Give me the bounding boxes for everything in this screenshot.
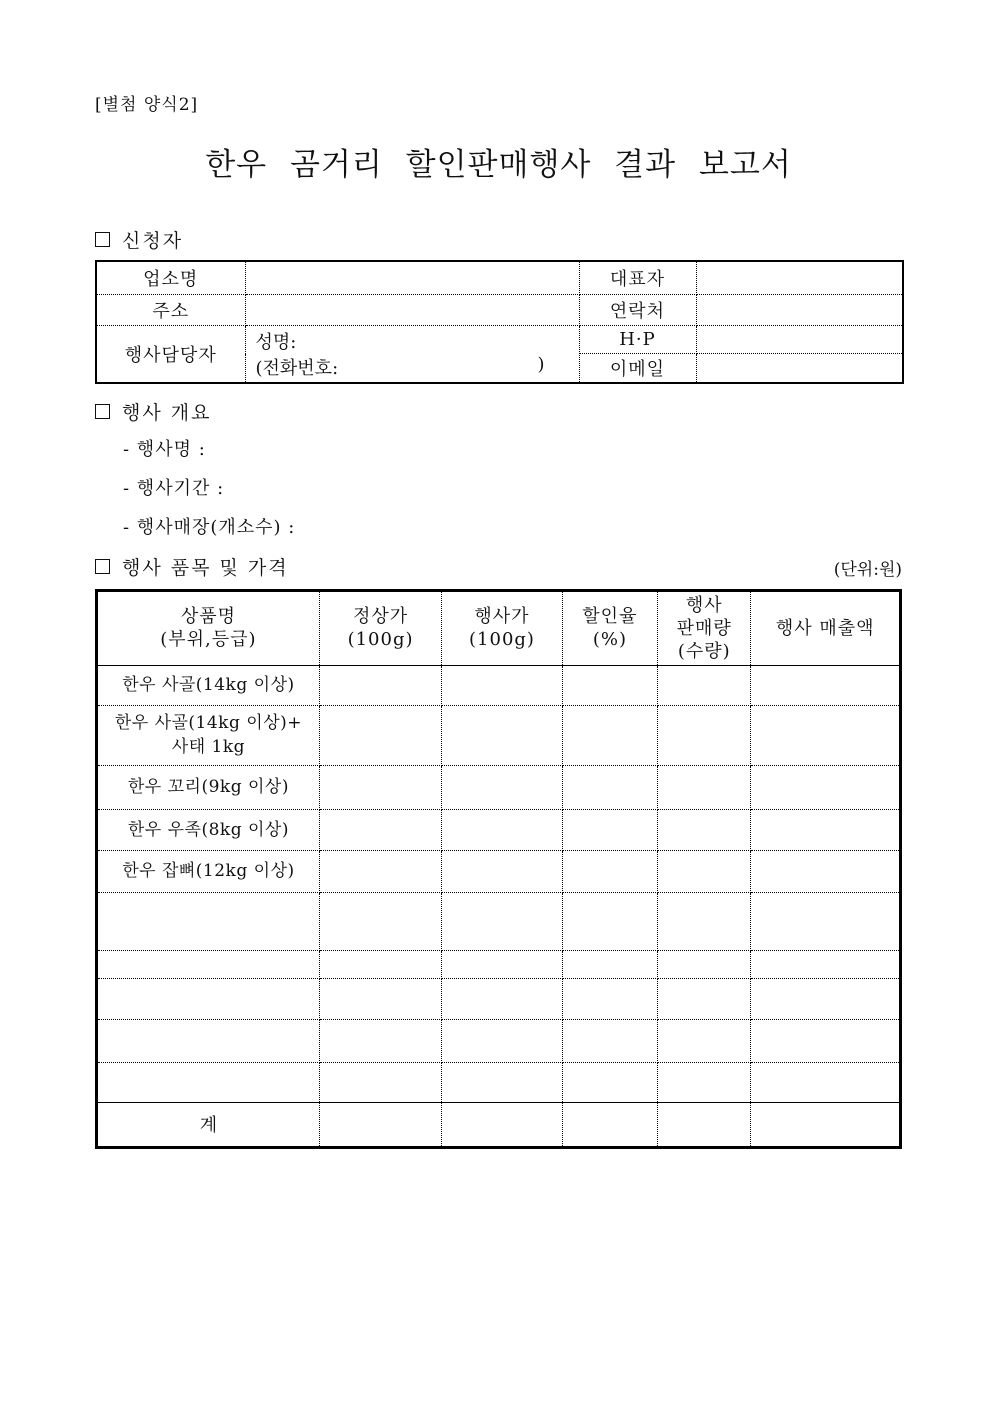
product-name-cell xyxy=(97,1019,320,1062)
sales-volume-cell xyxy=(658,850,751,892)
sales-volume-cell xyxy=(658,950,751,978)
event-price-cell xyxy=(442,892,562,950)
sales-volume-cell xyxy=(658,1019,751,1062)
product-name-cell xyxy=(97,705,320,765)
sales-volume-cell xyxy=(658,1062,751,1102)
sales-amount-cell xyxy=(751,978,901,1019)
header-discount-rate xyxy=(562,590,657,665)
checkbox-icon xyxy=(95,232,110,247)
normal-price-cell xyxy=(319,809,441,850)
event-price-cell xyxy=(442,809,562,850)
table-header-row xyxy=(97,590,901,665)
applicant-table xyxy=(95,260,904,384)
table-row xyxy=(97,765,901,809)
product-name-cell xyxy=(97,892,320,950)
normal-price-cell xyxy=(319,1019,441,1062)
address-label: 주소 xyxy=(96,294,245,325)
table-row xyxy=(97,665,901,705)
header-event-price-line2: (100g) xyxy=(469,629,535,650)
event-price-cell xyxy=(442,1062,562,1102)
sales-volume-cell xyxy=(658,665,751,705)
business-name-label: 업소명 xyxy=(96,261,245,294)
normal-price-cell xyxy=(319,892,441,950)
product-name-cell xyxy=(97,978,320,1019)
sales-amount-cell xyxy=(751,665,901,705)
header-discount-rate-line2: (%) xyxy=(592,629,627,650)
sales-volume-cell xyxy=(658,705,751,765)
sales-amount-cell xyxy=(751,1102,901,1147)
header-event-price xyxy=(442,590,562,665)
items-price-table xyxy=(95,589,902,1149)
header-product-line2: (부위,등급) xyxy=(160,629,257,650)
event-price-cell xyxy=(442,665,562,705)
header-sales-amount-line1: 행사 매출액 xyxy=(775,617,875,639)
page-title: 한우 곰거리 할인판매행사 결과 보고서 xyxy=(205,147,792,183)
applicant-heading-label: 신청자 xyxy=(122,230,184,252)
normal-price-cell xyxy=(319,978,441,1019)
discount-rate-cell xyxy=(562,705,657,765)
normal-price-cell xyxy=(319,1102,441,1147)
list-item: - 행사명 : xyxy=(123,438,206,460)
discount-rate-cell xyxy=(562,950,657,978)
document-page xyxy=(95,0,902,1149)
product-name-cell xyxy=(97,1062,320,1102)
manager-phone-line xyxy=(256,354,571,380)
table-row xyxy=(97,809,901,850)
sales-amount-cell xyxy=(751,850,901,892)
table-row xyxy=(96,325,903,354)
event-price-cell xyxy=(442,1102,562,1147)
product-name-cell: 한우 꼬리(9kg 이상) xyxy=(97,765,320,809)
sales-volume-cell xyxy=(658,765,751,809)
normal-price-cell xyxy=(319,850,441,892)
mobile-label: H·P xyxy=(579,325,696,354)
product-name-line1: 한우 사골(14kg 이상)+ xyxy=(114,713,302,733)
section-heading-overview xyxy=(95,398,902,425)
product-name-cell: 한우 우족(8kg 이상) xyxy=(97,809,320,850)
header-sales-volume-line1: 행사 xyxy=(685,594,723,616)
manager-phone-label: (전화번호: xyxy=(255,357,339,379)
overview-list xyxy=(123,435,902,539)
sales-volume-cell xyxy=(658,978,751,1019)
mobile-field xyxy=(696,325,903,354)
sales-amount-cell xyxy=(751,765,901,809)
manager-phone-close: ) xyxy=(537,353,545,375)
sales-amount-cell xyxy=(751,1062,901,1102)
header-normal-price-line2: (100g) xyxy=(347,629,414,650)
table-row-empty xyxy=(97,950,901,978)
sales-volume-cell xyxy=(658,892,751,950)
event-price-cell xyxy=(442,765,562,809)
manager-name-label: 성명: xyxy=(255,331,297,353)
sales-amount-cell xyxy=(751,950,901,978)
table-row xyxy=(96,261,903,294)
event-manager-field xyxy=(245,325,579,383)
discount-rate-cell xyxy=(562,1062,657,1102)
normal-price-cell xyxy=(319,665,441,705)
discount-rate-cell xyxy=(562,850,657,892)
event-manager-label: 행사담당자 xyxy=(96,325,245,383)
product-name-cell: 한우 사골(14kg 이상) xyxy=(97,665,320,705)
discount-rate-cell xyxy=(562,765,657,809)
address-field xyxy=(245,294,579,325)
section-heading-applicant xyxy=(95,226,902,253)
event-price-cell xyxy=(442,705,562,765)
normal-price-cell xyxy=(319,765,441,809)
sales-amount-cell xyxy=(751,892,901,950)
table-row-empty xyxy=(97,978,901,1019)
sales-amount-cell xyxy=(751,1019,901,1062)
contact-field xyxy=(696,294,903,325)
product-name-line2: 사태 1kg xyxy=(171,737,246,757)
header-sales-volume-line2: 판매량 xyxy=(676,617,732,639)
business-name-field xyxy=(245,261,579,294)
table-row xyxy=(96,294,903,325)
discount-rate-cell xyxy=(562,1019,657,1062)
attachment-note: [별첨 양식2] xyxy=(95,95,199,115)
table-row-empty xyxy=(97,1062,901,1102)
sales-volume-cell xyxy=(658,1102,751,1147)
unit-note: (단위:원) xyxy=(833,559,902,580)
representative-field xyxy=(696,261,903,294)
items-heading-label: 행사 품목 및 가격 xyxy=(122,556,289,579)
total-label-cell: 계 xyxy=(97,1102,320,1147)
section-heading-items-row xyxy=(95,553,902,580)
header-discount-rate-line1: 할인율 xyxy=(582,606,638,627)
overview-heading-label: 행사 개요 xyxy=(122,401,212,424)
event-price-cell xyxy=(442,1019,562,1062)
discount-rate-cell xyxy=(562,809,657,850)
header-sales-volume-line3: (수량) xyxy=(677,640,731,662)
contact-label: 연락처 xyxy=(579,294,696,325)
table-row xyxy=(97,705,901,765)
product-name-cell: 한우 잡뼈(12kg 이상) xyxy=(97,850,320,892)
representative-label: 대표자 xyxy=(579,261,696,294)
checkbox-icon xyxy=(95,404,110,419)
list-item: - 행사매장(개소수) : xyxy=(123,516,296,538)
table-total-row xyxy=(97,1102,901,1147)
event-price-cell xyxy=(442,978,562,1019)
email-label: 이메일 xyxy=(579,354,696,383)
table-row-empty xyxy=(97,892,901,950)
header-normal-price xyxy=(319,590,441,665)
discount-rate-cell xyxy=(562,1102,657,1147)
email-field xyxy=(696,354,903,383)
table-row-empty xyxy=(97,1019,901,1062)
discount-rate-cell xyxy=(562,665,657,705)
event-price-cell xyxy=(442,850,562,892)
table-row xyxy=(97,850,901,892)
normal-price-cell xyxy=(319,705,441,765)
sales-volume-cell xyxy=(658,809,751,850)
header-product-line1: 상품명 xyxy=(180,606,236,627)
header-product xyxy=(97,590,320,665)
header-sales-volume xyxy=(658,590,751,665)
list-item: - 행사기간 : xyxy=(123,477,225,499)
section-heading-items xyxy=(95,553,289,580)
header-event-price-line1: 행사가 xyxy=(474,606,530,627)
discount-rate-cell xyxy=(562,892,657,950)
sales-amount-cell xyxy=(751,705,901,765)
product-name-cell xyxy=(97,950,320,978)
event-price-cell xyxy=(442,950,562,978)
discount-rate-cell xyxy=(562,978,657,1019)
sales-amount-cell xyxy=(751,809,901,850)
header-normal-price-line1: 정상가 xyxy=(352,606,409,627)
normal-price-cell xyxy=(319,1062,441,1102)
header-sales-amount xyxy=(751,590,901,665)
normal-price-cell xyxy=(319,950,441,978)
checkbox-icon xyxy=(95,559,110,574)
